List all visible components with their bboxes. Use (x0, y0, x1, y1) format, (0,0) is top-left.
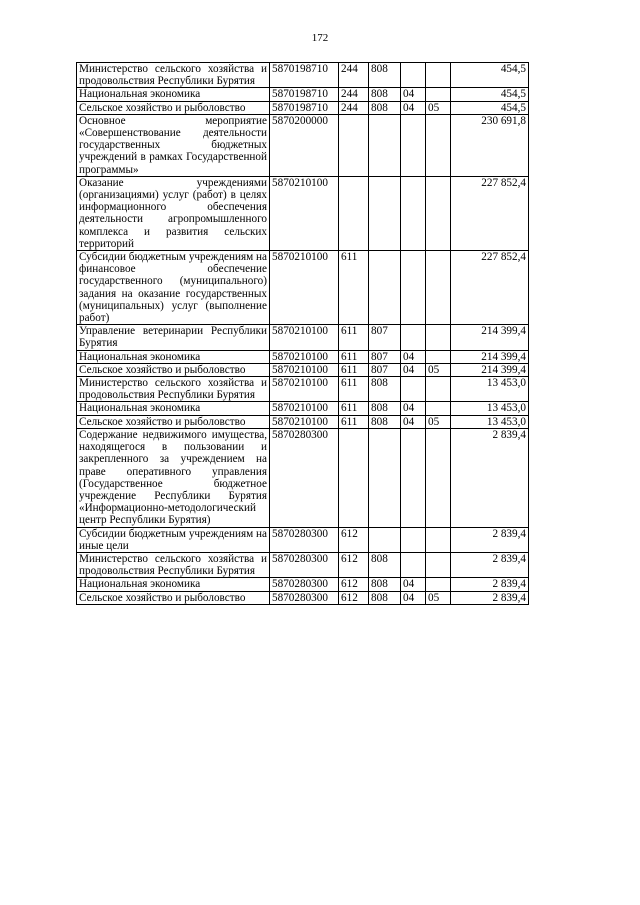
expense-type-cell: 611 (339, 415, 369, 428)
table-row (77, 251, 529, 325)
expense-name-cell: Сельское хозяйство и рыболовство (77, 101, 270, 114)
expense-name-cell: Сельское хозяйство и рыболовство (77, 591, 270, 604)
expense-type-cell: 611 (339, 325, 369, 350)
subsection-cell: 05 (426, 591, 451, 604)
expense-name-cell: Министерство сельского хозяйства и продовольствия Республики Бурятия (77, 552, 270, 577)
target-article-cell: 5870210100 (270, 377, 339, 402)
table-row (77, 101, 529, 114)
ministry-code-cell (369, 114, 401, 176)
subsection-cell (426, 402, 451, 415)
table-row (77, 88, 529, 101)
expense-name-cell: Национальная экономика (77, 350, 270, 363)
expense-type-cell: 612 (339, 527, 369, 552)
target-article-cell: 5870210100 (270, 350, 339, 363)
table-row (77, 377, 529, 402)
expense-type-cell (339, 428, 369, 527)
section-cell: 04 (401, 101, 426, 114)
ministry-code-cell (369, 527, 401, 552)
table-row (77, 350, 529, 363)
expense-name-cell: Управление ветеринарии Республики Бурятия (77, 325, 270, 350)
expense-name-cell: Оказание учреждениями (организациями) услуг (работ) в целях информационного обеспечения деятельности агропромышленного комплекса и развития сельских территорий (77, 176, 270, 250)
table-row (77, 402, 529, 415)
subsection-cell (426, 251, 451, 325)
ministry-code-cell: 808 (369, 415, 401, 428)
expense-type-cell: 611 (339, 251, 369, 325)
ministry-code-cell: 807 (369, 325, 401, 350)
target-article-cell: 5870280300 (270, 578, 339, 591)
subsection-cell: 05 (426, 363, 451, 376)
table-row (77, 63, 529, 88)
target-article-cell: 5870198710 (270, 63, 339, 88)
expense-type-cell: 611 (339, 402, 369, 415)
expense-name-cell: Основное мероприятие «Совершенствование деятельности государственных бюджетных учреждений в рамках Государственной программы» (77, 114, 270, 176)
section-cell (401, 251, 426, 325)
expense-type-cell: 244 (339, 63, 369, 88)
subsection-cell (426, 350, 451, 363)
budget-table (76, 62, 529, 605)
expense-name-cell: Национальная экономика (77, 88, 270, 101)
expense-name-cell: Содержание недвижимого имущества, находящегося в пользовании и закрепленного за учреждением на праве оперативного управления (Государственное бюджетное учреждение Республики Бурятия «Информационно-методологический центр Республики Бурятия) (77, 428, 270, 527)
amount-cell: 454,5 (451, 88, 529, 101)
amount-cell: 230 691,8 (451, 114, 529, 176)
target-article-cell: 5870198710 (270, 88, 339, 101)
subsection-cell (426, 63, 451, 88)
target-article-cell: 5870280300 (270, 552, 339, 577)
ministry-code-cell: 808 (369, 591, 401, 604)
table-row (77, 114, 529, 176)
ministry-code-cell: 808 (369, 552, 401, 577)
table-row (77, 325, 529, 350)
expense-name-cell: Национальная экономика (77, 578, 270, 591)
ministry-code-cell (369, 176, 401, 250)
target-article-cell: 5870210100 (270, 176, 339, 250)
amount-cell: 2 839,4 (451, 552, 529, 577)
section-cell: 04 (401, 591, 426, 604)
ministry-code-cell: 808 (369, 377, 401, 402)
subsection-cell (426, 428, 451, 527)
expense-type-cell: 244 (339, 101, 369, 114)
section-cell: 04 (401, 88, 426, 101)
section-cell: 04 (401, 578, 426, 591)
ministry-code-cell: 808 (369, 88, 401, 101)
table-row (77, 591, 529, 604)
table-row (77, 415, 529, 428)
expense-type-cell (339, 114, 369, 176)
target-article-cell: 5870200000 (270, 114, 339, 176)
expense-type-cell: 611 (339, 363, 369, 376)
ministry-code-cell (369, 428, 401, 527)
section-cell: 04 (401, 402, 426, 415)
amount-cell: 454,5 (451, 101, 529, 114)
amount-cell: 13 453,0 (451, 415, 529, 428)
expense-name-cell: Сельское хозяйство и рыболовство (77, 363, 270, 376)
table-row (77, 552, 529, 577)
amount-cell: 2 839,4 (451, 591, 529, 604)
section-cell: 04 (401, 350, 426, 363)
amount-cell: 227 852,4 (451, 176, 529, 250)
expense-type-cell: 611 (339, 350, 369, 363)
ministry-code-cell: 808 (369, 101, 401, 114)
section-cell (401, 325, 426, 350)
expense-type-cell: 612 (339, 552, 369, 577)
section-cell: 04 (401, 415, 426, 428)
ministry-code-cell: 808 (369, 402, 401, 415)
amount-cell: 454,5 (451, 63, 529, 88)
amount-cell: 214 399,4 (451, 350, 529, 363)
ministry-code-cell: 807 (369, 350, 401, 363)
expense-name-cell: Национальная экономика (77, 402, 270, 415)
amount-cell: 2 839,4 (451, 578, 529, 591)
ministry-code-cell: 808 (369, 63, 401, 88)
subsection-cell: 05 (426, 101, 451, 114)
target-article-cell: 5870210100 (270, 363, 339, 376)
subsection-cell: 05 (426, 415, 451, 428)
page-number: 172 (311, 32, 329, 44)
ministry-code-cell (369, 251, 401, 325)
amount-cell: 13 453,0 (451, 402, 529, 415)
target-article-cell: 5870198710 (270, 101, 339, 114)
amount-cell: 227 852,4 (451, 251, 529, 325)
expense-name-cell: Субсидии бюджетным учреждениям на финансовое обеспечение государственного (муниципального) задания на оказание государственных (муниципальных) услуг (выполнение работ) (77, 251, 270, 325)
subsection-cell (426, 88, 451, 101)
target-article-cell: 5870210100 (270, 325, 339, 350)
subsection-cell (426, 377, 451, 402)
section-cell (401, 428, 426, 527)
subsection-cell (426, 325, 451, 350)
table-row (77, 578, 529, 591)
section-cell (401, 63, 426, 88)
table-row (77, 363, 529, 376)
amount-cell: 2 839,4 (451, 527, 529, 552)
expense-name-cell: Министерство сельского хозяйства и продовольствия Республики Бурятия (77, 63, 270, 88)
table-body (77, 63, 529, 605)
subsection-cell (426, 527, 451, 552)
section-cell: 04 (401, 363, 426, 376)
expense-name-cell: Субсидии бюджетным учреждениям на иные цели (77, 527, 270, 552)
subsection-cell (426, 552, 451, 577)
target-article-cell: 5870210100 (270, 402, 339, 415)
target-article-cell: 5870210100 (270, 415, 339, 428)
table-row (77, 176, 529, 250)
amount-cell: 2 839,4 (451, 428, 529, 527)
expense-type-cell: 612 (339, 578, 369, 591)
ministry-code-cell: 807 (369, 363, 401, 376)
section-cell (401, 114, 426, 176)
expense-type-cell: 612 (339, 591, 369, 604)
expense-type-cell: 611 (339, 377, 369, 402)
amount-cell: 214 399,4 (451, 325, 529, 350)
expense-type-cell: 244 (339, 88, 369, 101)
target-article-cell: 5870280300 (270, 591, 339, 604)
target-article-cell: 5870280300 (270, 527, 339, 552)
section-cell (401, 552, 426, 577)
table-row (77, 428, 529, 527)
ministry-code-cell: 808 (369, 578, 401, 591)
subsection-cell (426, 114, 451, 176)
expense-name-cell: Сельское хозяйство и рыболовство (77, 415, 270, 428)
section-cell (401, 527, 426, 552)
target-article-cell: 5870210100 (270, 251, 339, 325)
amount-cell: 214 399,4 (451, 363, 529, 376)
target-article-cell: 5870280300 (270, 428, 339, 527)
subsection-cell (426, 578, 451, 591)
section-cell (401, 377, 426, 402)
table-row (77, 527, 529, 552)
expense-name-cell: Министерство сельского хозяйства и продовольствия Республики Бурятия (77, 377, 270, 402)
expense-type-cell (339, 176, 369, 250)
section-cell (401, 176, 426, 250)
subsection-cell (426, 176, 451, 250)
amount-cell: 13 453,0 (451, 377, 529, 402)
